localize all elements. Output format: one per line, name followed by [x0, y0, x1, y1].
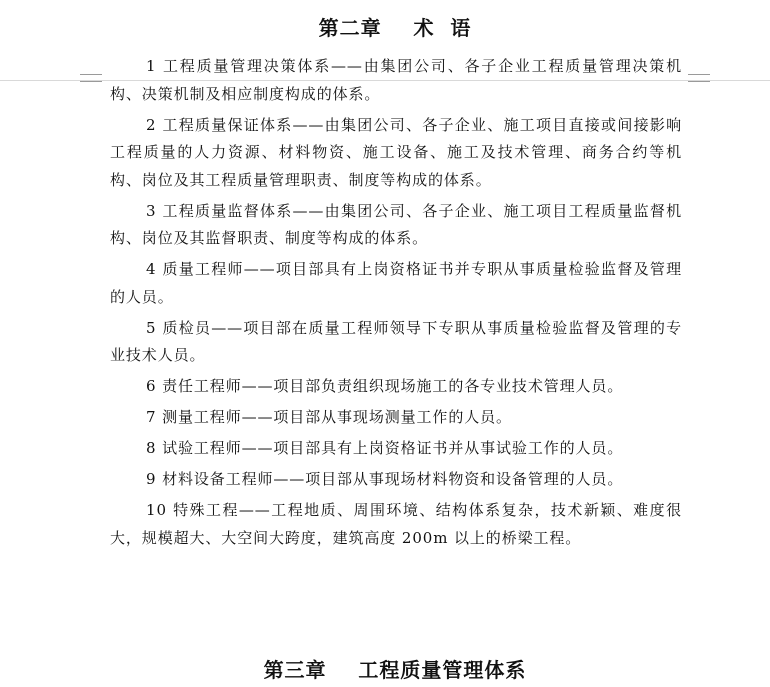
- terms-section: [110, 53, 682, 552]
- chapter-2-title: 第二章 术 语: [318, 16, 472, 40]
- left-margin-marker: [80, 74, 102, 82]
- term-paragraph-8: 8 试验工程师——项目部具有上岗资格证书并从事试验工作的人员。: [146, 439, 624, 457]
- term-paragraph-1: 1 工程质量管理决策体系——由集团公司、各子企业工程质量管理决策机构、决策机制及相应制度构成的体系。: [110, 57, 682, 103]
- chapter-3-title: 第三章 工程质量管理体系: [263, 658, 527, 682]
- term-paragraph-7: 7 测量工程师——项目部从事现场测量工作的人员。: [146, 408, 512, 426]
- term-paragraph-9: 9 材料设备工程师——项目部从事现场材料物资和设备管理的人员。: [146, 470, 624, 488]
- term-paragraph-3: 3 工程质量监督体系——由集团公司、各子企业、施工项目工程质量监督机构、岗位及其监督职责、制度等构成的体系。: [110, 201, 682, 247]
- term-paragraph-10: 10 特殊工程——工程地质、周围环境、结构体系复杂，技术新颖、难度很大，规模超大、大空间大跨度，建筑高度 200m 以上的桥梁工程。: [110, 501, 682, 547]
- term-paragraph-5: 5 质检员——项目部在质量工程师领导下专职从事质量检验监督及管理的专业技术人员。: [110, 318, 682, 364]
- term-paragraph-4: 4 质量工程师——项目部具有上岗资格证书并专职从事质量检验监督及管理的人员。: [110, 260, 682, 306]
- term-paragraph-6: 6 责任工程师——项目部负责组织现场施工的各专业技术管理人员。: [146, 377, 624, 395]
- term-paragraph-2: 2 工程质量保证体系——由集团公司、各子企业、施工项目直接或间接影响工程质量的人力资源、材料物资、施工设备、施工及技术管理、商务合约等机构、岗位及其工程质量管理职责、制度等构成的体系。: [110, 115, 682, 189]
- right-margin-marker: [688, 74, 710, 82]
